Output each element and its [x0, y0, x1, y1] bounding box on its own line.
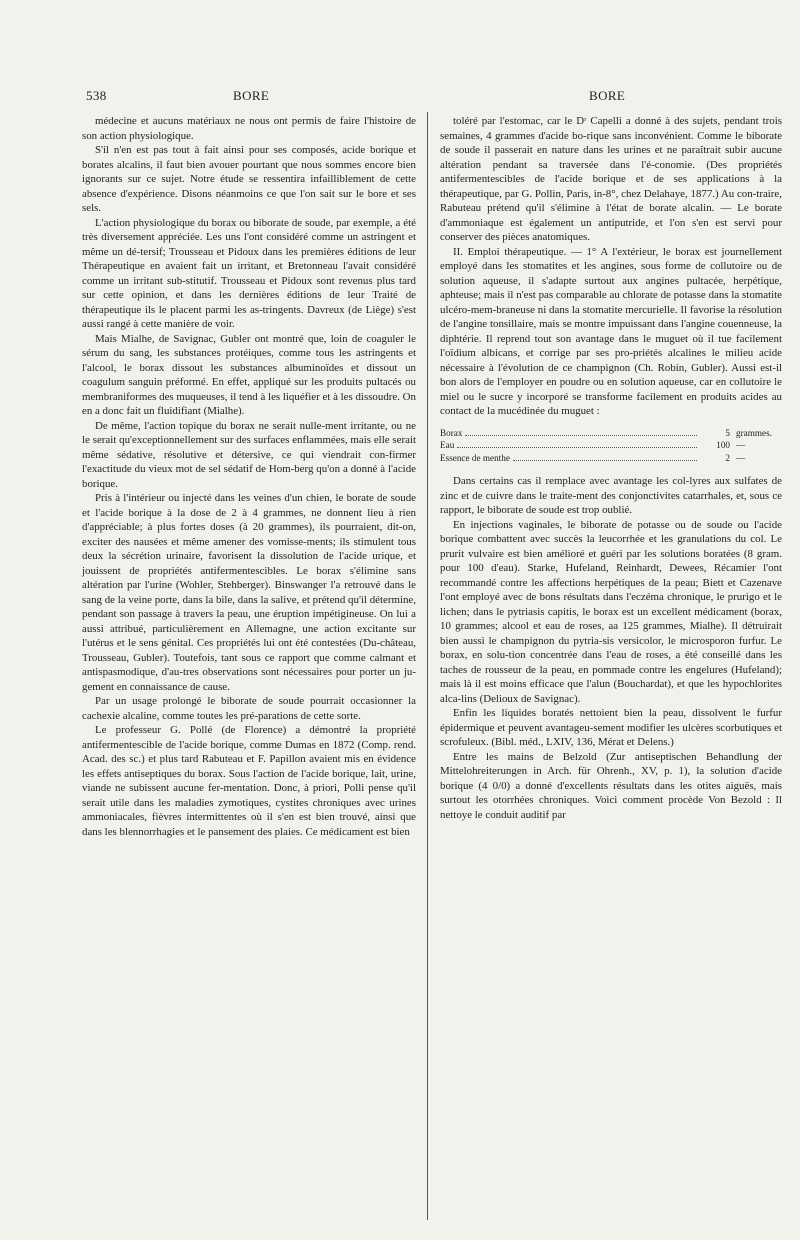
formula-block [440, 427, 782, 465]
left-column [82, 114, 416, 839]
right-column [440, 114, 782, 822]
paragraph: Enfin les liquides boratés nettoient bien la peau, dissolvent le furfur épidermique et peuvent avantageu-sement modifier les ulcères scorbutiques et scrofuleux. (Bibl. méd., LXIV, 136, Mérat et Delens.) [440, 707, 782, 748]
dot-leader [513, 460, 697, 461]
ingredient-unit: — [736, 440, 746, 450]
formula-row [440, 452, 782, 465]
dot-leader [465, 435, 697, 436]
running-title-right: BORE [589, 88, 626, 103]
dot-leader [457, 447, 697, 448]
paragraph: Pris à l'intérieur ou injecté dans les veines d'un chien, le borate de soude et l'acide borique à la dose de 2 à 4 grammes, ne donnent lieu à rien d'appréciable; à plus fortes doses (à 20 grammes), ils pourraient, dit-on, exciter des nausées et même amener des vomisse-ments; ils stimulent tous deux la sécrétion urinaire, favorisent la dissolution de l'acide urique, et jouissent de propriétés antifermentescibles. Le borax s'élimine sans altération par l'urine (Wohler, Stehberger). Binswanger l'a retrouvé dans le sang de la veine porte, dans la bile, dans la salive, et prétend qu'il détermine, pendant son passage à travers la peau, une éruption impétigineuse. On lui a aussi attribué, particulièrement en Allemagne, une action excitante sur l'utérus et le sens génital. Ces propriétés lui ont été contestées (Du-château, Trousseau, Gubler). Toutefois, tant sous ce rapport que comme calmant et antispasmodique, d'au-tres observations sont nécessaires pour porter un ju-gement en connaissance de cause. [82, 492, 416, 693]
ingredient-quantity: 2 [725, 452, 730, 463]
paragraph: Mais Mialhe, de Savignac, Gubler ont montré que, loin de coaguler le sérum du sang, les substances protéiques, comme tous les astringents et l'alcool, le borax dissout les substances albuminoïdes et dissout un coagulum sanguin préformé. En effet, appliqué sur les produits pultacés ou membraniformes des muqueuses, il tend à les liquéfier et à les dissoudre. On en a donc fait un fluidifiant (Mialhe). [82, 332, 416, 417]
formula-row [440, 427, 782, 440]
ingredient-name: Borax [440, 427, 463, 438]
paragraph: Le professeur G. Pollé (de Florence) a démontré la propriété antifermentescible de l'acide borique, comme Dumas en 1872 (Comp. rend. Acad. des sc.) et plus tard Rabuteau et F. Papillon avaient mis en évidence les effets antiseptiques du borax. Sous l'action de l'acide borique, lait, urine, viande ne subissent aucune fer-mentation. Donc, à priori, Polli pense qu'il serait utile dans les maladies zymotiques, cystites chroniques avec urines ammoniacales, fièvres intermittentes où il s'en est bien trouvé, ainsi que dans les blennorrhagies et le pansement des plaies. Ce médicament est bien [82, 724, 416, 838]
paragraph: médecine et aucuns matériaux ne nous ont permis de faire l'histoire de son action physiologique. [82, 115, 416, 142]
ingredient-quantity: 5 [725, 427, 730, 438]
paragraph: S'il n'en est pas tout à fait ainsi pour ses composés, acide borique et borates alcalins, il faut bien avouer pourtant que nous sommes encore bien ignorants sur ce sujet. Notre étude se ressentira infailliblement de cette absence d'expérience. Disons néanmoins ce que l'on sait sur le bore et ses sels. [82, 144, 416, 214]
running-title-left: BORE [233, 88, 270, 103]
column-divider [427, 112, 428, 1220]
ingredient-name: Essence de menthe [440, 452, 510, 463]
paragraph: L'action physiologique du borax ou biborate de soude, par exemple, a été très diversement appréciée. Les uns l'ont considéré comme un astringent et même un dé-tersif; Trousseau et Pidoux dans les premières éditions de leur Thérapeutique en avaient fait un irritant, et Bretonneau l'avait considéré comme un irritant sub-stitutif. Trousseau et Pidoux sont revenus plus tard sur cette opinion, et dans les dernières éditions de leur Traité de thérapeutique ils le placent parmi les as-tringents. Davreux (de Liège) s'est aussi rangé à cette manière de voir. [82, 216, 416, 330]
formula-row [440, 439, 782, 452]
paragraph: De même, l'action topique du borax ne serait nulle-ment irritante, ou ne le serait qu'exceptionnellement sur des surfaces enflammées, mais elle serait même sédative, résolutive et détersive, ce qui viendrait con-firmer l'exactitude du vieux mot de sel sédatif de Hom-berg qu'on a donné à l'acide borique. [82, 419, 416, 490]
paragraph: toléré par l'estomac, car le Dʳ Capelli a donné à des sujets, pendant trois semaines, 4 grammes d'acide bo-rique sans inconvénient. Comme le biborate de soude il passerait en nature dans les urines et ne paraîtrait subir aucune altération pendant sa traversée dans l'é-conomie. (Des propriétés antifermentescibles de l'acide borique et de ses applications à la thérapeutique, par G. Pollin, Paris, in-8°, chez Delahaye, 1877.) Au con-traire, Rabuteau prétend qu'il s'élimine à l'état de borate alcalin. — Le borate d'ammoniaque est également un antiputride, et l'on s'en est servi pour conserver des pièces anatomiques. [440, 115, 782, 243]
ingredient-unit: — [736, 452, 746, 463]
paragraph: Par un usage prolongé le biborate de soude pourrait occasionner la cachexie alcaline, comme toutes les pré-parations de cette sorte. [82, 695, 416, 722]
paragraph: Entre les mains de Belzold (Zur antiseptischen Behandlung der Mittelohreiterungen in Arch. für Ohrenh., XV, p. 1), la solution d'acide borique (4 0/0) a donné d'excellents résultats dans les otites aiguës, mais surtout les otorrhées chroniques. Voici comment procède Von Bezold : Il nettoye le conduit auditif par [440, 750, 782, 821]
section-paragraph: II. Emploi thérapeutique. — 1° A l'extérieur, le borax est journellement employé dans les stomatites et les angines, sous forme de collutoire ou de solution aqueuse, il s'adapte surtout aux angines pultacée, herpétique, aphteuse; mais il n'est pas comparable au chlorate de potasse dans la stomatite ulcéro-mem-braneuse ni dans la stomatite mercurielle. Il favorise la résolution de l'angine tonsillaire, mais se montre impuissant dans l'angine couenneuse, la diphtérie. Il reprend tout son avantage dans le muguet où il tue facilement l'oïdium albicans, et corrige par ses pro-priétés alcalines le milieu acide nécessaire à l'évolution de ce champignon (Ch. Robin, Gubler). Aussi est-il bon alors de l'employer en poudre ou en solution aqueuse, car en collutoire le miel ou le sucre y incorporé se transforme facilement en produits acides au contact de la mucédinée du muguet : [440, 245, 782, 417]
paragraph: En injections vaginales, le biborate de potasse ou de soude ou l'acide borique combattent avec succès la leucorrhée et les granulations du col. Le prurit vulvaire est bien amélioré et guéri par les solutions boratées (8 gram. pour 100 d'eau). Starke, Hufeland, Reinhardt, Dewees, Récamier l'ont recommandé contre les affections herpétiques de la peau; Biett et Cazenave l'ont employé avec de bons résultats dans l'eczéma chronique, le prurigo et le lichen; dans le pytriasis capitis, le borax est un excellent médicament (borax, 10 grammes; alcool et eau de roses, aa 125 grammes, Mialhe). Il détruirait bien aussi le champignon du pytria-sis versicolor, le microsporon furfur. Le borax, en solu-tion concentrée dans l'eau de roses, a été conseillé dans les taches de rousseur de la peau, en pommade contre les engelures (Hufeland); mais là il est moins efficace que l'alun (Bouchardat), et que les hypochlorites alca-lins (Delioux de Savignac). [440, 518, 782, 705]
ingredient-name: Eau [440, 440, 455, 450]
ingredient-quantity: 100 [716, 440, 730, 450]
ingredient-unit: grammes. [736, 427, 772, 438]
paragraph: Dans certains cas il remplace avec avantage les col-lyres aux sulfates de zinc et de cuivre dans le traite-ment des conjonctivites catarrhales, et, sous ce rapport, le biborate de soude est trop oublié. [440, 475, 782, 516]
page-number: 538 [86, 88, 107, 103]
